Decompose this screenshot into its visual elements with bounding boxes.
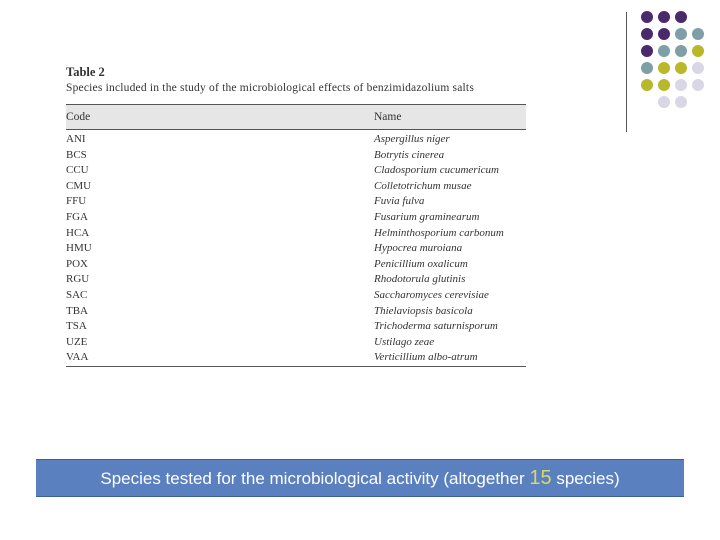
- table-row: [66, 350, 526, 366]
- table-row: [66, 241, 526, 257]
- species-code: UZE: [66, 335, 88, 348]
- species-name: Rhodotorula glutinis: [374, 273, 466, 286]
- decorative-dot: [675, 11, 687, 23]
- table-caption: Species included in the study of the microbiological effects of benzimidazolium salts: [66, 82, 475, 94]
- species-code: TSA: [66, 320, 87, 333]
- table-row: [66, 257, 526, 273]
- summary-banner: [36, 459, 684, 497]
- species-name: Helminthosporium carbonum: [374, 226, 504, 239]
- decorative-dot: [675, 62, 687, 74]
- species-name: Ustilago zeae: [374, 335, 435, 348]
- decorative-dot: [641, 28, 653, 40]
- species-name: Fusarium graminearum: [374, 210, 480, 223]
- species-code: ANI: [66, 133, 86, 145]
- banner-text: [100, 467, 619, 490]
- species-name: Aspergillus niger: [374, 133, 450, 145]
- decorative-dot: [692, 62, 704, 74]
- table-row: [66, 194, 526, 210]
- decorative-dot: [641, 45, 653, 57]
- species-code: CMU: [66, 179, 92, 192]
- table-row: [66, 130, 526, 148]
- decorative-dot: [658, 96, 670, 108]
- species-name: Hypocrea muroiana: [374, 242, 463, 255]
- species-code: POX: [66, 257, 89, 270]
- header-name: Name: [374, 105, 526, 130]
- table-row: [66, 210, 526, 226]
- decorative-dot: [675, 28, 687, 40]
- decorative-vertical-line: [626, 12, 627, 132]
- banner-text-after: species): [551, 468, 620, 488]
- species-name: Verticillium albo-atrum: [374, 350, 526, 366]
- table-row: [66, 179, 526, 195]
- table-row: [66, 148, 526, 164]
- table-row: [66, 335, 526, 351]
- decorative-dot: [641, 79, 653, 91]
- species-table: [66, 104, 526, 367]
- species-name: Thielaviopsis basicola: [374, 304, 473, 317]
- table-row: [66, 272, 526, 288]
- species-name: Cladosporium cucumericum: [374, 164, 499, 177]
- table-row: [66, 288, 526, 304]
- species-code: RGU: [66, 273, 90, 286]
- species-code: FFU: [66, 195, 87, 208]
- header-code: Code: [66, 105, 374, 130]
- decorative-dot: [675, 96, 687, 108]
- decorative-dot-grid: [640, 10, 720, 120]
- species-code: VAA: [66, 350, 374, 366]
- species-code: TBA: [66, 304, 88, 317]
- table-row: [66, 226, 526, 242]
- decorative-dot: [675, 79, 687, 91]
- species-code: HCA: [66, 226, 90, 239]
- species-code: FGA: [66, 210, 89, 223]
- decorative-dot: [641, 11, 653, 23]
- decorative-dot: [641, 62, 653, 74]
- species-code: CCU: [66, 164, 89, 177]
- decorative-dot: [658, 62, 670, 74]
- decorative-dot: [692, 28, 704, 40]
- decorative-dot: [658, 28, 670, 40]
- species-code: BCS: [66, 148, 87, 161]
- table-header-row: [66, 105, 526, 130]
- table-figure: [66, 64, 528, 367]
- table-body: [66, 130, 526, 367]
- species-name: Botrytis cinerea: [374, 148, 445, 161]
- species-name: Colletotrichum musae: [374, 179, 472, 192]
- table-row: [66, 163, 526, 179]
- decorative-dot: [692, 45, 704, 57]
- decorative-dot: [658, 11, 670, 23]
- decorative-dot: [692, 79, 704, 91]
- table-row: [66, 304, 526, 320]
- decorative-dot: [658, 79, 670, 91]
- decorative-dot: [675, 45, 687, 57]
- banner-text-before: Species tested for the microbiological activity (altogether: [100, 468, 530, 488]
- table-row: [66, 319, 526, 335]
- species-code: SAC: [66, 288, 88, 301]
- table-title: Table 2: [66, 65, 105, 79]
- species-count: 15: [529, 466, 552, 489]
- species-name: Saccharomyces cerevisiae: [374, 288, 489, 301]
- species-name: Trichoderma saturnisporum: [374, 320, 498, 333]
- species-name: Penicillium oxalicum: [374, 257, 468, 270]
- decorative-dot: [658, 45, 670, 57]
- species-code: HMU: [66, 242, 92, 255]
- species-name: Fuvia fulva: [374, 195, 425, 208]
